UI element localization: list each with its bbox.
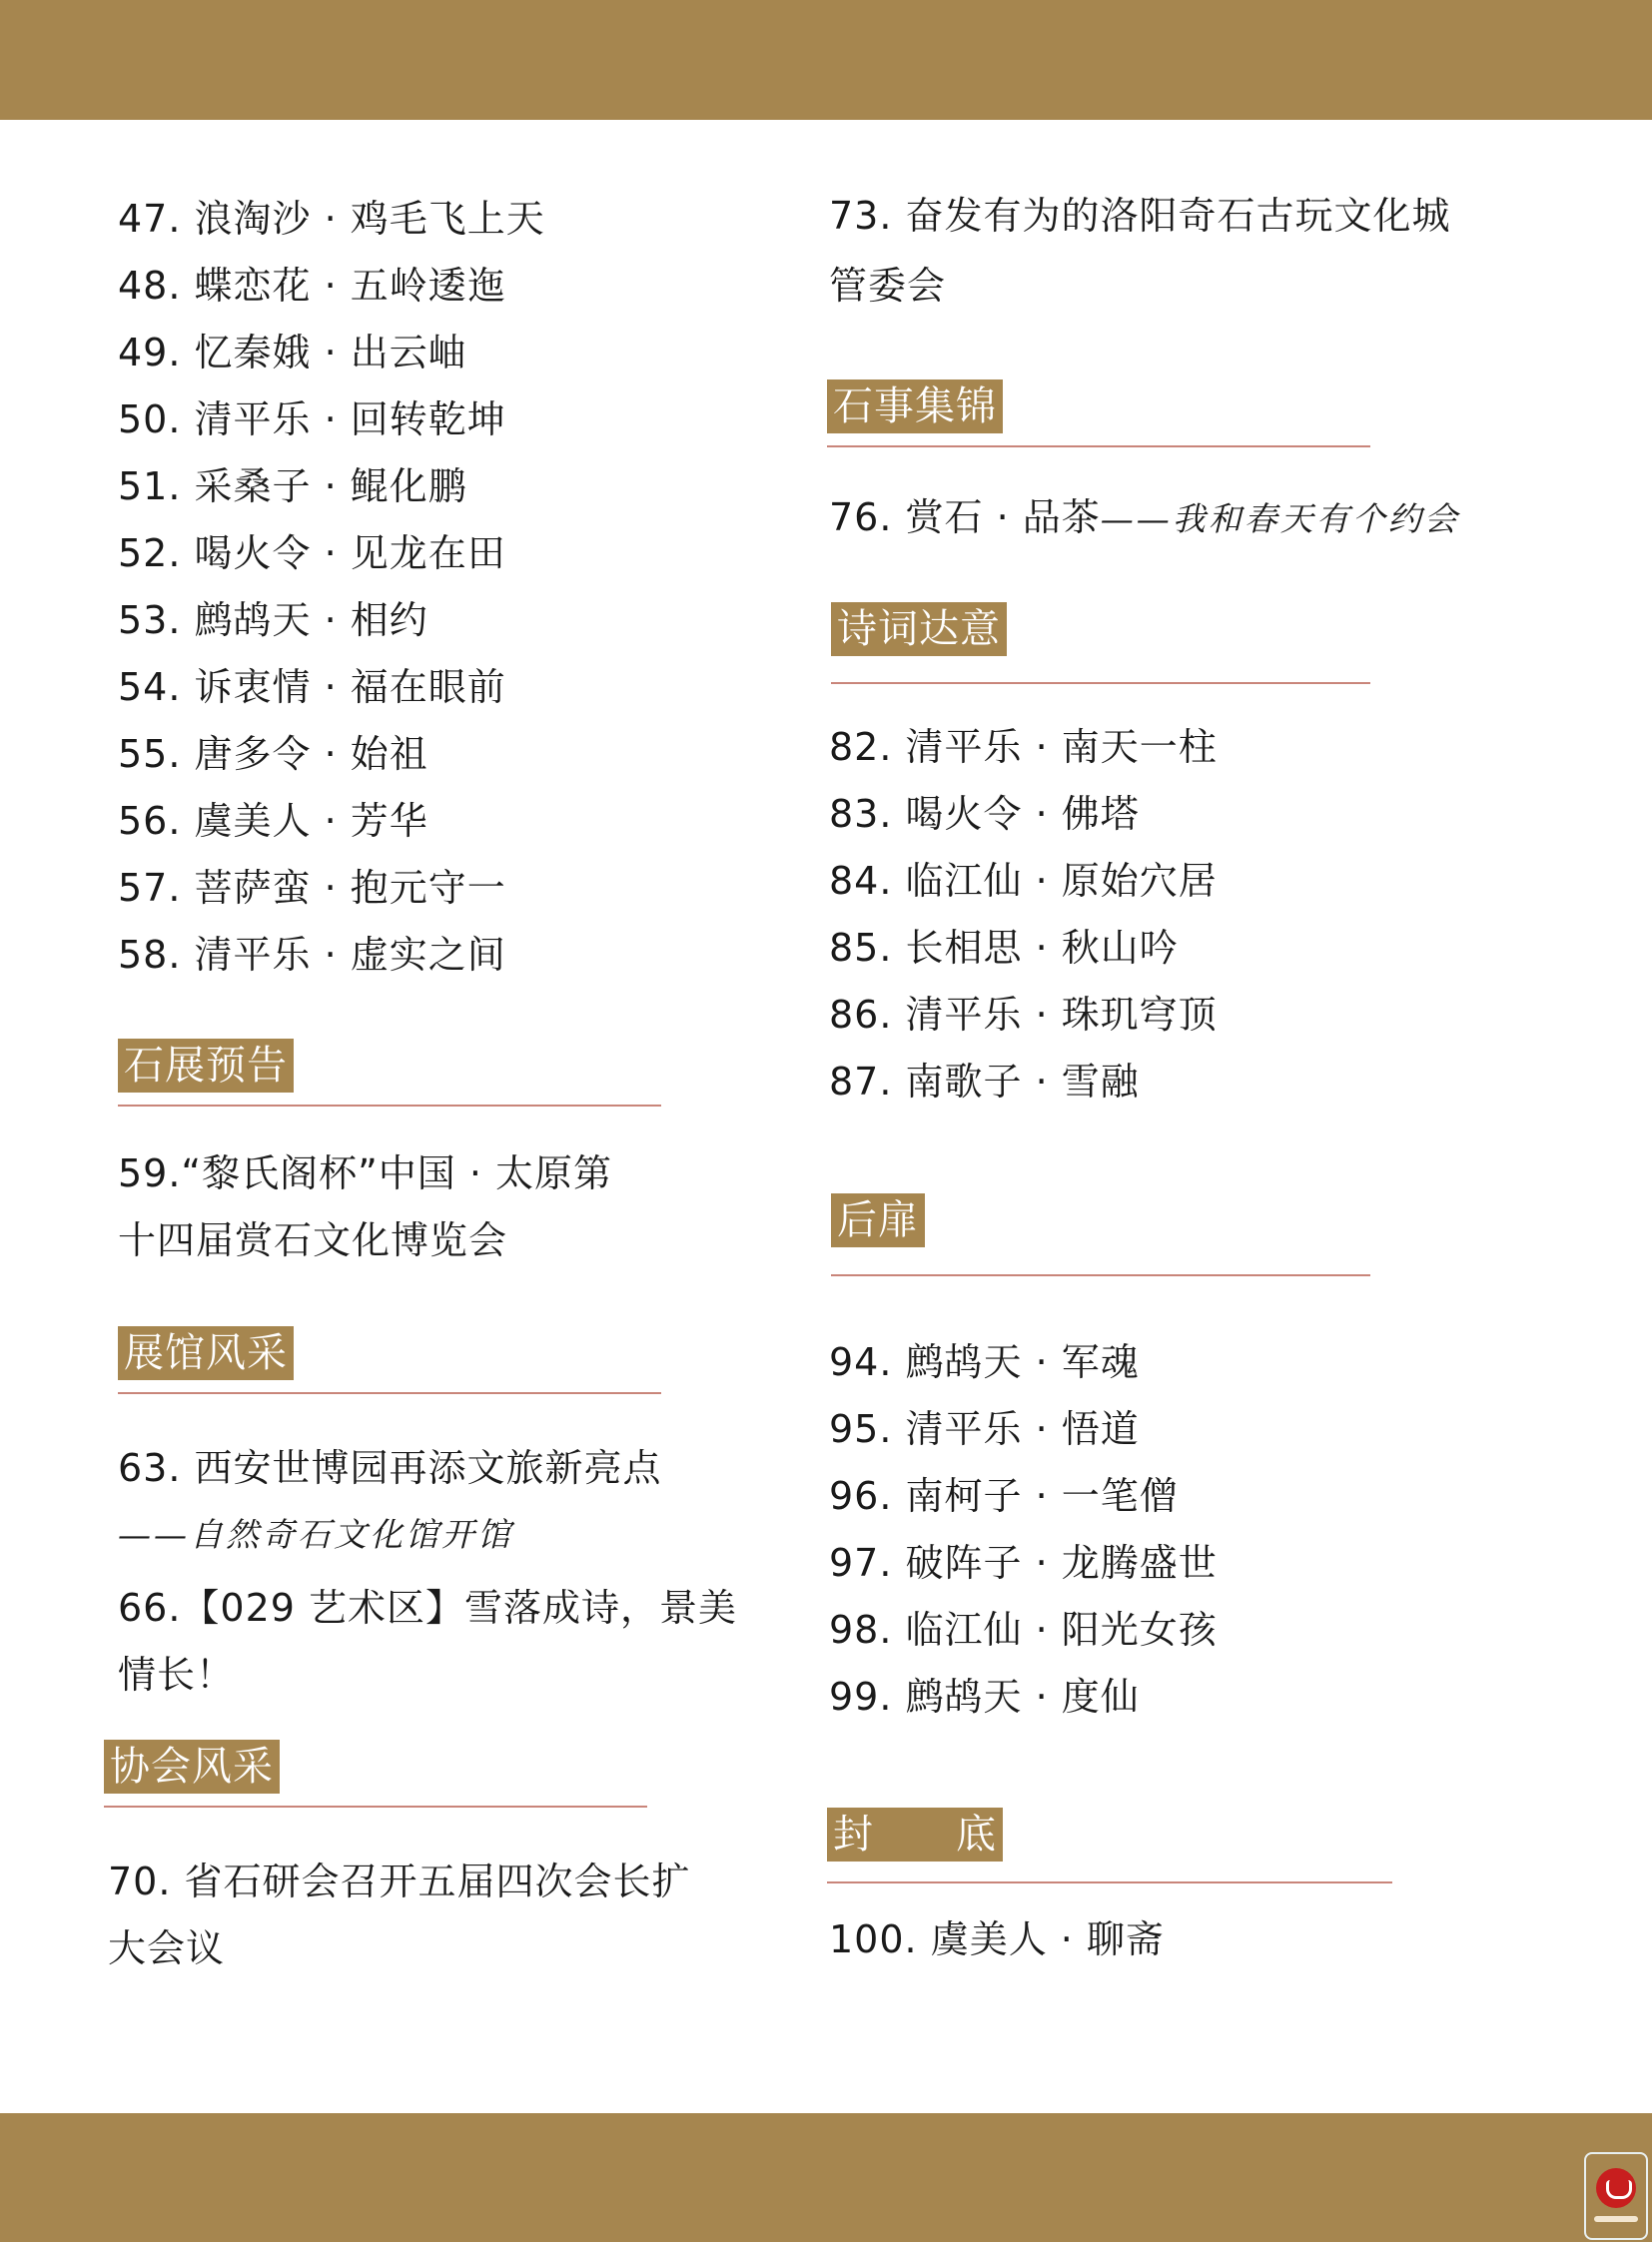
toc-entry-continued[interactable]: 大会议 <box>108 1926 226 1970</box>
section-divider <box>831 682 1370 684</box>
section-heading-events: 石事集锦 <box>827 379 1003 433</box>
logo-baseline <box>1594 2216 1638 2222</box>
section-divider <box>118 1105 661 1107</box>
toc-entry[interactable]: 97. 破阵子 · 龙腾盛世 <box>829 1541 1218 1585</box>
toc-entry-title: 76. 赏石 · 品茶 <box>829 495 1101 539</box>
section-divider <box>104 1806 647 1808</box>
toc-entry-subtitle: ——自然奇石文化馆开馆 <box>118 1515 513 1554</box>
section-heading-back-cover: 封 底 <box>827 1808 1003 1862</box>
toc-entry[interactable]: 96. 南柯子 · 一笔僧 <box>829 1474 1179 1518</box>
toc-entry[interactable]: 48. 蝶恋花 · 五岭逶迤 <box>118 264 506 308</box>
toc-entry[interactable]: 84. 临江仙 · 原始穴居 <box>829 859 1218 903</box>
section-divider <box>827 445 1370 447</box>
section-heading-association: 协会风采 <box>104 1740 280 1794</box>
toc-entry[interactable]: 56. 虞美人 · 芳华 <box>118 799 428 843</box>
section-heading-venue: 展馆风采 <box>118 1326 294 1380</box>
publisher-logo <box>1584 2152 1648 2240</box>
toc-entry[interactable]: 47. 浪淘沙 · 鸡毛飞上天 <box>118 197 545 241</box>
toc-entry[interactable]: 87. 南歌子 · 雪融 <box>829 1060 1140 1104</box>
section-divider <box>118 1392 661 1394</box>
toc-entry[interactable]: 100. 虞美人 · 聊斋 <box>829 1917 1165 1961</box>
toc-entry[interactable]: 86. 清平乐 · 珠玑穹顶 <box>829 993 1218 1037</box>
top-decor-band <box>0 0 1652 120</box>
toc-entry[interactable] <box>829 493 1460 543</box>
toc-entry-continued[interactable]: 十四届赏石文化博览会 <box>118 1218 508 1262</box>
toc-entry[interactable]: 54. 诉衷情 · 福在眼前 <box>118 665 506 709</box>
section-divider <box>827 1881 1392 1883</box>
toc-entry-continued[interactable]: 管委会 <box>829 264 947 308</box>
toc-entry[interactable]: 55. 唐多令 · 始祖 <box>118 732 428 776</box>
toc-entry[interactable]: 66.【029 艺术区】雪落成诗，景美 <box>118 1586 738 1630</box>
section-heading-back: 后扉 <box>831 1193 925 1247</box>
section-divider <box>831 1274 1370 1276</box>
toc-entry[interactable]: 95. 清平乐 · 悟道 <box>829 1407 1140 1451</box>
toc-entry[interactable]: 70. 省石研会召开五届四次会长扩 <box>108 1860 691 1903</box>
toc-entry[interactable]: 73. 奋发有为的洛阳奇石古玩文化城 <box>829 194 1451 238</box>
section-heading-poetry: 诗词达意 <box>831 602 1007 656</box>
toc-entry[interactable]: 85. 长相思 · 秋山吟 <box>829 926 1179 970</box>
toc-entry[interactable]: 58. 清平乐 · 虚实之间 <box>118 933 506 977</box>
toc-entry[interactable]: 94. 鹧鸪天 · 军魂 <box>829 1340 1140 1384</box>
toc-entry[interactable]: 98. 临江仙 · 阳光女孩 <box>829 1608 1218 1652</box>
section-heading-exhibit-preview: 石展预告 <box>118 1039 294 1093</box>
bottom-decor-band <box>0 2113 1652 2242</box>
toc-entry[interactable]: 52. 喝火令 · 见龙在田 <box>118 531 506 575</box>
toc-entry[interactable]: 83. 喝火令 · 佛塔 <box>829 792 1140 836</box>
toc-entry[interactable]: 59.“黎氏阁杯”中国 · 太原第 <box>118 1151 613 1195</box>
logo-seal-icon <box>1596 2168 1636 2208</box>
toc-entry-continued[interactable]: 情长！ <box>118 1653 236 1697</box>
toc-entry[interactable]: 82. 清平乐 · 南天一柱 <box>829 725 1218 769</box>
toc-entry[interactable]: 99. 鹧鸪天 · 度仙 <box>829 1675 1140 1719</box>
toc-entry-subtitle: ——我和春天有个约会 <box>1100 499 1460 538</box>
toc-entry[interactable]: 49. 忆秦娥 · 出云岫 <box>118 331 467 374</box>
toc-entry[interactable]: 57. 菩萨蛮 · 抱元守一 <box>118 866 506 910</box>
toc-entry[interactable]: 51. 采桑子 · 鲲化鹏 <box>118 464 467 508</box>
toc-entry[interactable]: 63. 西安世博园再添文旅新亮点 <box>118 1446 662 1490</box>
toc-entry[interactable]: 50. 清平乐 · 回转乾坤 <box>118 397 506 441</box>
toc-entry[interactable]: 53. 鹧鸪天 · 相约 <box>118 598 428 642</box>
